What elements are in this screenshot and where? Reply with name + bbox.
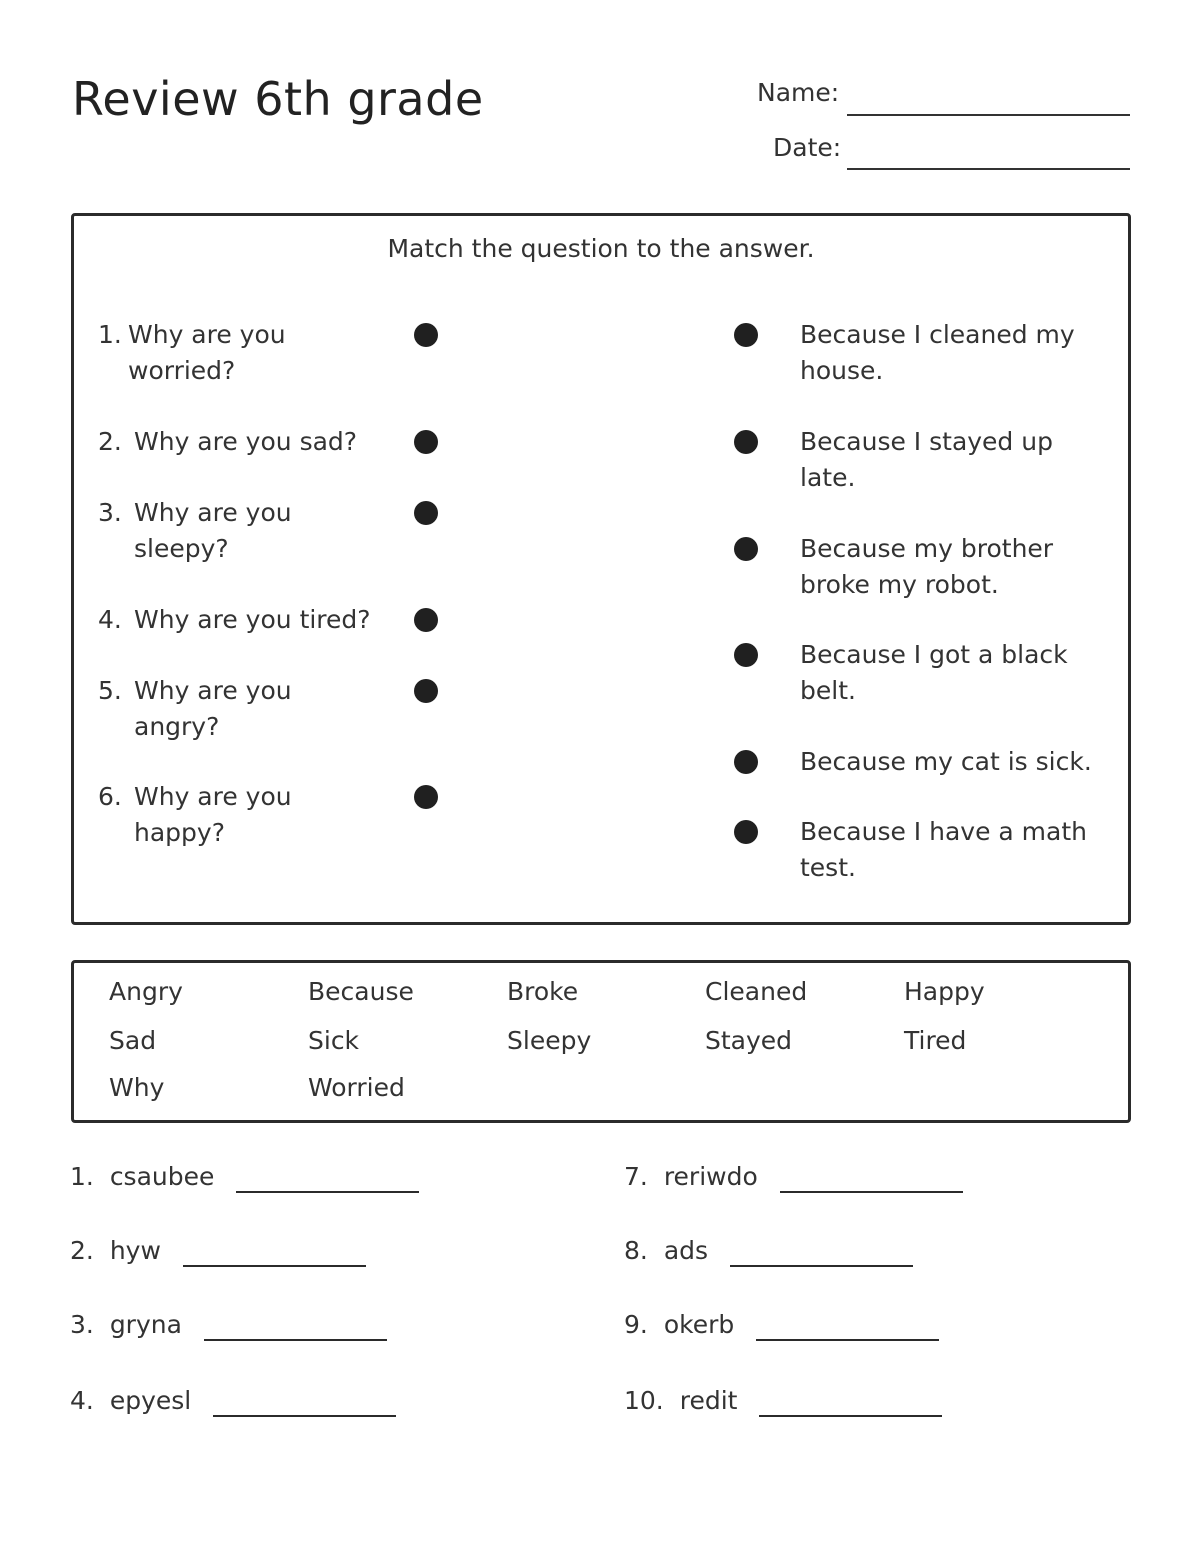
match-dot-left[interactable] [414, 501, 438, 525]
question-item [98, 673, 348, 745]
question-text: Why are you tired? [134, 605, 371, 634]
word-bank [71, 960, 1131, 1123]
match-dot-left[interactable] [414, 785, 438, 809]
page-title: Review 6th grade [72, 72, 484, 126]
matching-section [71, 213, 1131, 925]
match-dot-left[interactable] [414, 608, 438, 632]
word-bank-item: Why [109, 1073, 165, 1102]
scramble-word: hyw [109, 1236, 161, 1265]
answer-blank[interactable] [183, 1265, 366, 1267]
word-bank-item: Stayed [705, 1026, 793, 1055]
question-text: Why are you sleepy? [134, 498, 292, 563]
answer-blank[interactable] [236, 1191, 419, 1193]
scramble-word: okerb [663, 1310, 735, 1339]
answer-blank[interactable] [759, 1415, 942, 1417]
scramble-item [624, 1236, 913, 1267]
word-bank-item: Broke [507, 977, 579, 1006]
question-number: 6. [98, 782, 122, 811]
scramble-word: redit [679, 1386, 738, 1415]
match-dot-right[interactable] [734, 537, 758, 561]
word-bank-item: Angry [109, 977, 183, 1006]
question-item [98, 424, 398, 460]
scramble-word: reriwdo [663, 1162, 758, 1191]
scramble-number: 2. [70, 1236, 94, 1265]
question-number: 2. [98, 427, 122, 456]
scramble-number: 8. [624, 1236, 648, 1265]
word-bank-item: Sad [109, 1026, 157, 1055]
answer-item: Because my cat is sick. [800, 747, 1092, 776]
question-item [98, 602, 408, 638]
answer-blank[interactable] [730, 1265, 913, 1267]
question-number: 4. [98, 605, 122, 634]
match-dot-right[interactable] [734, 643, 758, 667]
scramble-number: 10. [624, 1386, 664, 1415]
name-label: Name: [757, 78, 840, 107]
question-number: 1. [98, 320, 122, 349]
word-bank-item: Sick [308, 1026, 360, 1055]
scramble-number: 7. [624, 1162, 648, 1191]
scramble-item [70, 1162, 419, 1193]
question-text: Why are you happy? [134, 782, 292, 847]
scramble-item [624, 1386, 942, 1417]
date-label: Date: [773, 133, 842, 162]
answer-blank[interactable] [780, 1191, 963, 1193]
match-dot-right[interactable] [734, 750, 758, 774]
match-dot-right[interactable] [734, 430, 758, 454]
scramble-word: ads [663, 1236, 709, 1265]
word-bank-item: Cleaned [705, 977, 808, 1006]
match-dot-right[interactable] [734, 323, 758, 347]
word-bank-item: Worried [308, 1073, 405, 1102]
match-dot-left[interactable] [414, 323, 438, 347]
question-text: Why are you sad? [134, 427, 358, 456]
word-bank-item: Happy [904, 977, 985, 1006]
match-dot-left[interactable] [414, 679, 438, 703]
question-text: Why are you worried? [128, 320, 286, 385]
date-field[interactable] [847, 168, 1130, 170]
scramble-number: 9. [624, 1310, 648, 1339]
question-number: 3. [98, 498, 122, 527]
question-item [98, 317, 348, 389]
question-item [98, 779, 348, 851]
match-dot-right[interactable] [734, 820, 758, 844]
matching-instructions: Match the question to the answer. [387, 234, 815, 263]
question-item [98, 495, 348, 567]
answer-item: Because I cleaned my house. [800, 320, 1075, 385]
word-bank-item: Tired [904, 1026, 967, 1055]
answer-blank[interactable] [756, 1339, 939, 1341]
answer-blank[interactable] [204, 1339, 387, 1341]
name-field[interactable] [847, 114, 1130, 116]
scramble-item [624, 1310, 939, 1341]
answer-item: Because I have a math test. [800, 817, 1087, 882]
scramble-item [624, 1162, 963, 1193]
scramble-item [70, 1310, 387, 1341]
scramble-item [70, 1386, 396, 1417]
match-dot-left[interactable] [414, 430, 438, 454]
answer-blank[interactable] [213, 1415, 396, 1417]
scramble-word: gryna [109, 1310, 182, 1339]
scramble-word: epyesl [109, 1386, 192, 1415]
answer-item: Because my brother broke my robot. [800, 534, 1054, 599]
word-bank-item: Sleepy [507, 1026, 592, 1055]
scramble-number: 1. [70, 1162, 94, 1191]
answer-item: Because I got a black belt. [800, 640, 1068, 705]
answer-item: Because I stayed up late. [800, 427, 1053, 492]
word-bank-item: Because [308, 977, 414, 1006]
scramble-word: csaubee [109, 1162, 215, 1191]
question-text: Why are you angry? [134, 676, 292, 741]
scramble-item [70, 1236, 366, 1267]
question-number: 5. [98, 676, 122, 705]
scramble-number: 4. [70, 1386, 94, 1415]
scramble-number: 3. [70, 1310, 94, 1339]
